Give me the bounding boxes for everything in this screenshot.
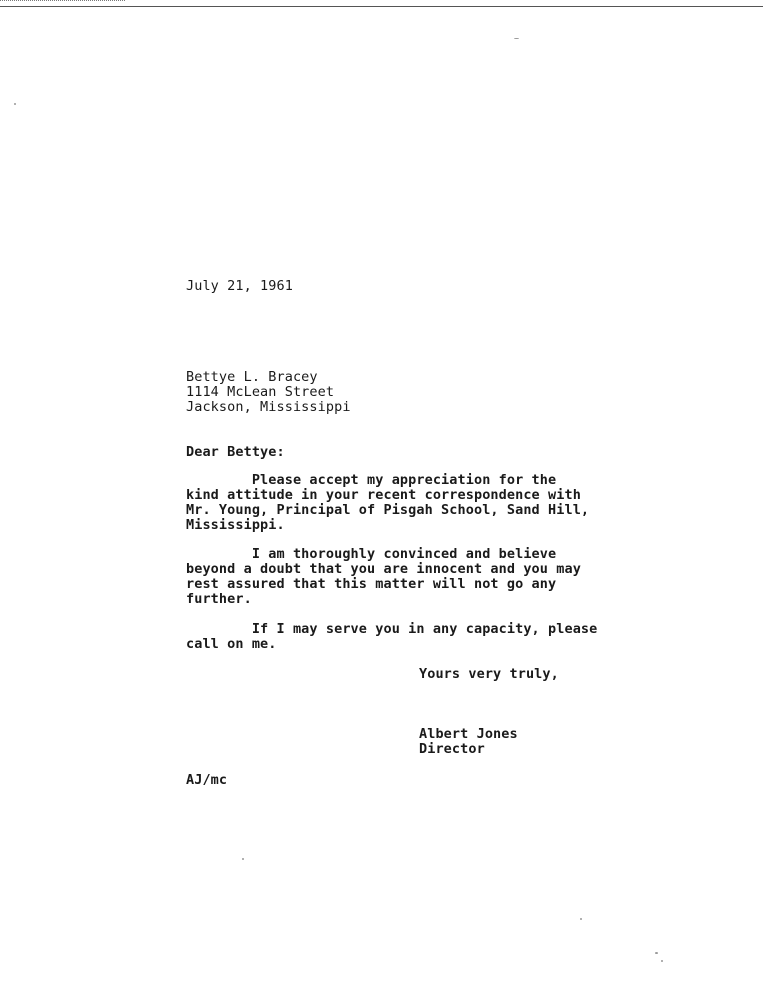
paragraph-line: If I may serve you in any capacity, please [186, 621, 598, 637]
signer-name: Albert Jones [419, 726, 518, 742]
paragraph-line: beyond a doubt that you are innocent and you may [186, 561, 581, 577]
recipient-street: 1114 McLean Street [186, 384, 335, 400]
paragraph-line: Please accept my appreciation for the [186, 472, 557, 488]
paragraph-line: rest assured that this matter will not go any [186, 576, 557, 592]
paragraph-line: I am thoroughly convinced and believe [186, 546, 557, 562]
scan-speck [661, 960, 663, 962]
signer-title: Director [419, 741, 485, 757]
scan-speck [580, 918, 582, 920]
scan-speck [514, 38, 519, 39]
paragraph-line: Mississippi. [186, 517, 285, 533]
reference-initials: AJ/mc [186, 772, 228, 788]
top-border-line [0, 6, 763, 7]
top-border-dots [0, 0, 125, 3]
paragraph-line: kind attitude in your recent correspondence with [186, 487, 581, 503]
scan-speck [242, 858, 244, 860]
scan-speck [14, 103, 16, 105]
scan-speck [655, 952, 658, 954]
paragraph-line: call on me. [186, 636, 277, 652]
paragraph-line: further. [186, 591, 252, 607]
recipient-name: Bettye L. Bracey [186, 369, 318, 385]
paragraph-line: Mr. Young, Principal of Pisgah School, Sand Hill, [186, 502, 590, 518]
letter-date: July 21, 1961 [186, 278, 293, 294]
recipient-city: Jackson, Mississippi [186, 399, 351, 415]
salutation: Dear Bettye: [186, 444, 285, 460]
closing: Yours very truly, [419, 666, 559, 682]
